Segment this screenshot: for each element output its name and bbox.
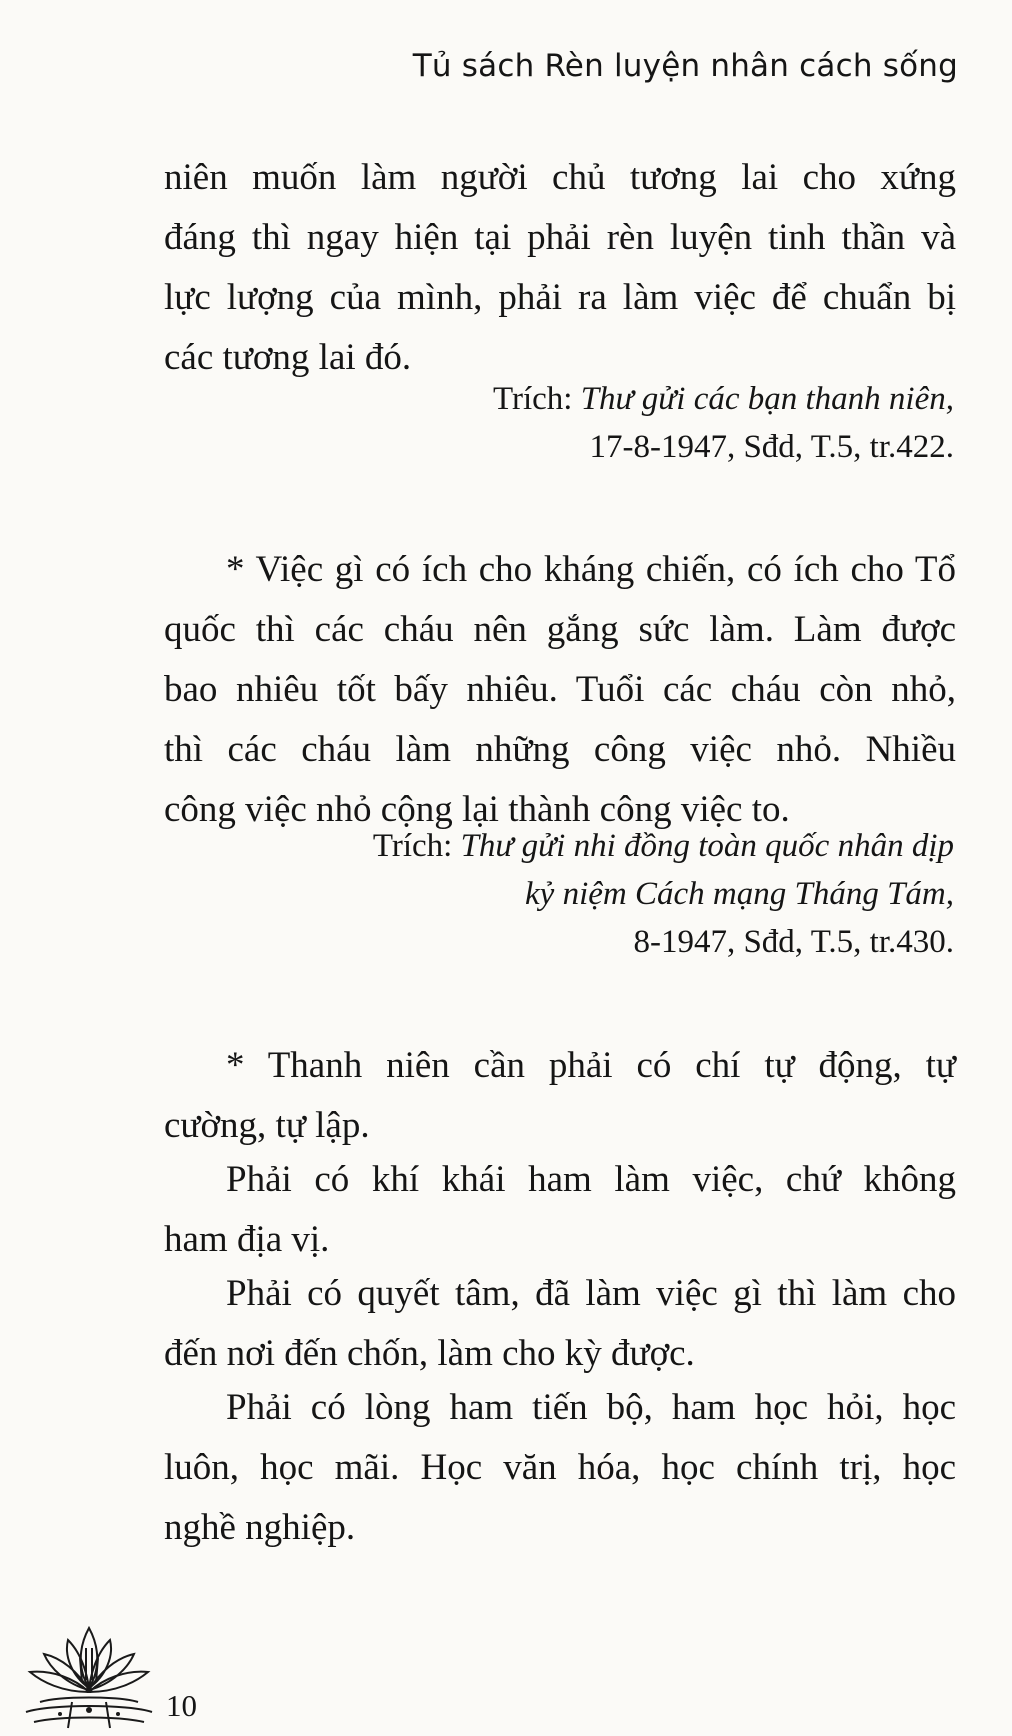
text-line: ham địa vị. xyxy=(164,1219,330,1260)
page-number: 10 xyxy=(166,1688,197,1723)
text-line: Phải có khí khái ham làm việc, chứ không xyxy=(226,1159,956,1200)
text-line: thì các cháu làm những công việc nhỏ. Nhiều xyxy=(164,729,956,770)
lotus-icon xyxy=(20,1618,158,1734)
citation-1 xyxy=(234,375,954,471)
text-line: đến nơi đến chốn, làm cho kỳ được. xyxy=(164,1333,695,1374)
text-line: cường, tự lập. xyxy=(164,1105,370,1146)
paragraph-khang-chien xyxy=(164,540,956,840)
text-line: đáng thì ngay hiện tại phải rèn luyện tinh thần và xyxy=(164,217,956,258)
paragraph-continuation xyxy=(164,148,956,388)
text-line: Phải có quyết tâm, đã làm việc gì thì làm cho xyxy=(226,1273,956,1314)
paragraph-tien-bo xyxy=(164,1378,956,1558)
citation-title-cont: kỷ niệm Cách mạng Tháng Tám, xyxy=(525,876,954,912)
paragraph-thanh-nien xyxy=(164,1036,956,1156)
citation-prefix: Trích: xyxy=(372,828,461,864)
text-line: bao nhiêu tốt bấy nhiêu. Tuổi các cháu còn nhỏ, xyxy=(164,669,956,710)
paragraph-khi-khai xyxy=(164,1150,956,1270)
citation-prefix: Trích: xyxy=(492,381,581,417)
citation-title: Thư gửi các bạn thanh niên, xyxy=(580,381,954,417)
running-header: Tủ sách Rèn luyện nhân cách sống xyxy=(412,48,958,84)
text-line: * Thanh niên cần phải có chí tự động, tự xyxy=(226,1045,956,1086)
paragraph-quyet-tam xyxy=(164,1264,956,1384)
text-line: niên muốn làm người chủ tương lai cho xứng xyxy=(164,157,956,198)
text-line: các tương lai đó. xyxy=(164,337,412,378)
text-line: quốc thì các cháu nên gắng sức làm. Làm được xyxy=(164,609,956,650)
citation-detail: 17-8-1947, Sđd, T.5, tr.422. xyxy=(589,429,954,465)
citation-detail: 8-1947, Sđd, T.5, tr.430. xyxy=(633,924,954,960)
citation-title: Thư gửi nhi đồng toàn quốc nhân dịp xyxy=(460,828,954,864)
citation-2 xyxy=(234,822,954,966)
text-line: lực lượng của mình, phải ra làm việc để chuẩn bị xyxy=(164,277,956,318)
text-line: công việc nhỏ cộng lại thành công việc to. xyxy=(164,789,790,830)
text-line: nghề nghiệp. xyxy=(164,1507,356,1548)
text-line: * Việc gì có ích cho kháng chiến, có ích cho Tổ xyxy=(226,549,956,590)
text-line: Phải có lòng ham tiến bộ, ham học hỏi, học xyxy=(226,1387,956,1428)
text-line: luôn, học mãi. Học văn hóa, học chính trị, học xyxy=(164,1447,956,1488)
